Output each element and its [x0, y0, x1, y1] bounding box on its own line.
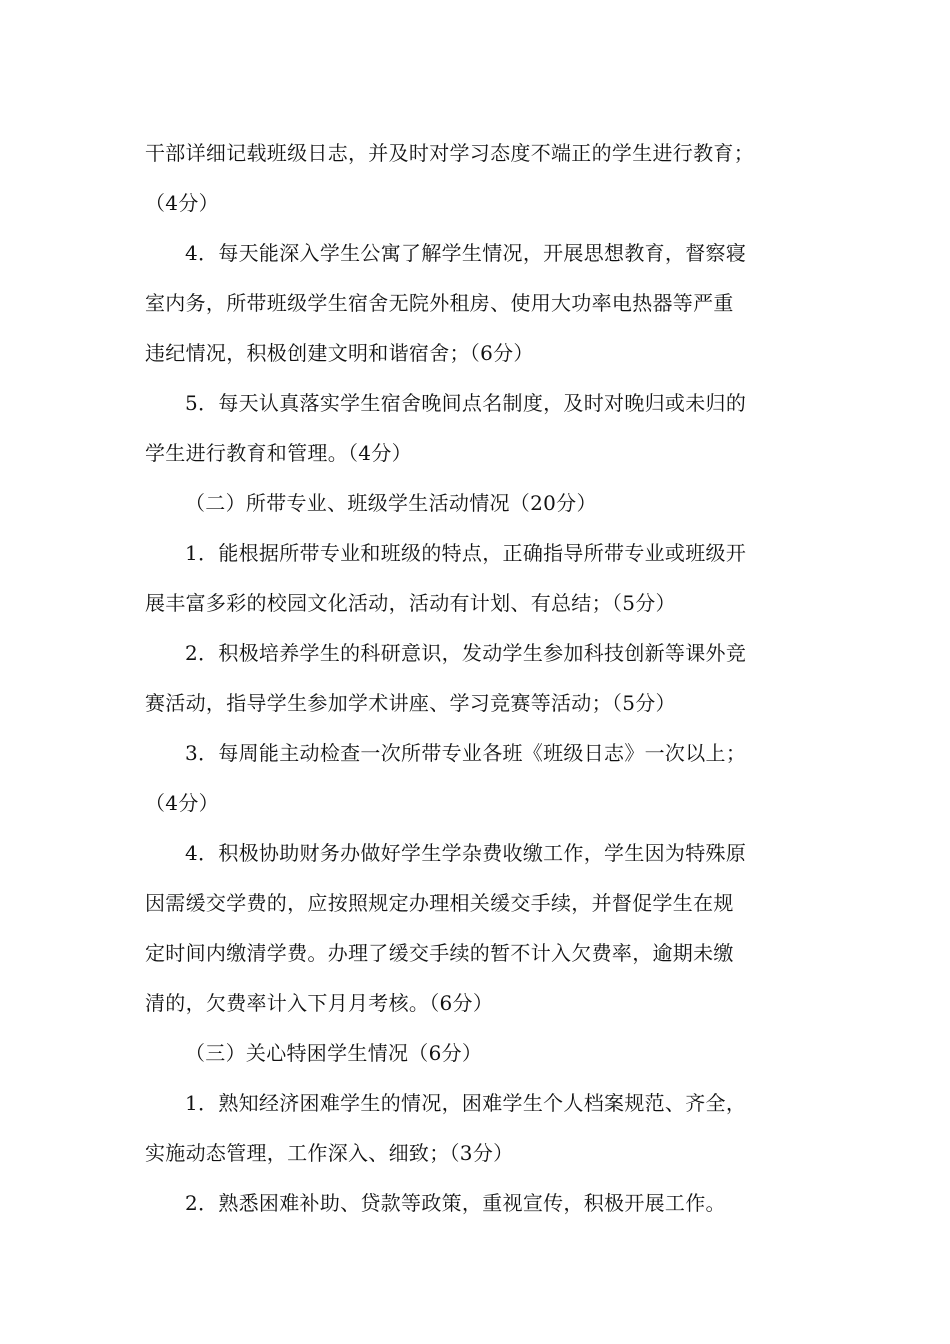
text-line: 因需缓交学费的，应按照规定办理相关缓交手续，并督促学生在规: [145, 891, 734, 915]
text-line: 3．每周能主动检查一次所带专业各班《班级日志》一次以上；: [185, 741, 747, 765]
text-line: （4分）: [145, 791, 219, 815]
text-line: 展丰富多彩的校园文化活动，活动有计划、有总结；（5分）: [145, 591, 676, 615]
text-line: 赛活动，指导学生参加学术讲座、学习竞赛等活动；（5分）: [145, 691, 676, 715]
text-line: 学生进行教育和管理。（4分）: [145, 441, 412, 465]
text-line: 室内务，所带班级学生宿舍无院外租房、使用大功率电热器等严重: [145, 291, 734, 315]
text-line: 干部详细记载班级日志，并及时对学习态度不端正的学生进行教育；: [145, 141, 754, 165]
text-line: 清的，欠费率计入下月月考核。（6分）: [145, 991, 494, 1015]
text-line: 2．熟悉困难补助、贷款等政策，重视宣传，积极开展工作。: [185, 1191, 726, 1215]
text-line: 4．积极协助财务办做好学生学杂费收缴工作，学生因为特殊原: [185, 841, 747, 865]
text-line: 违纪情况，积极创建文明和谐宿舍；（6分）: [145, 341, 534, 365]
text-line: 5．每天认真落实学生宿舍晚间点名制度，及时对晚归或未归的: [185, 391, 747, 415]
document-body: [145, 128, 810, 1228]
section-heading: （二）所带专业、班级学生活动情况（20分）: [185, 491, 597, 515]
text-line: 实施动态管理，工作深入、细致；（3分）: [145, 1141, 514, 1165]
text-line: 2．积极培养学生的科研意识，发动学生参加科技创新等课外竞: [185, 641, 747, 665]
text-line: 定时间内缴清学费。办理了缓交手续的暂不计入欠费率，逾期未缴: [145, 941, 734, 965]
text-line: 1．熟知经济困难学生的情况，困难学生个人档案规范、齐全，: [185, 1091, 747, 1115]
text-line: 1．能根据所带专业和班级的特点，正确指导所带专业或班级开: [185, 541, 747, 565]
section-heading: （三）关心特困学生情况（6分）: [185, 1041, 483, 1065]
text-line: （4分）: [145, 191, 219, 215]
text-line: 4．每天能深入学生公寓了解学生情况，开展思想教育，督察寝: [185, 241, 747, 265]
